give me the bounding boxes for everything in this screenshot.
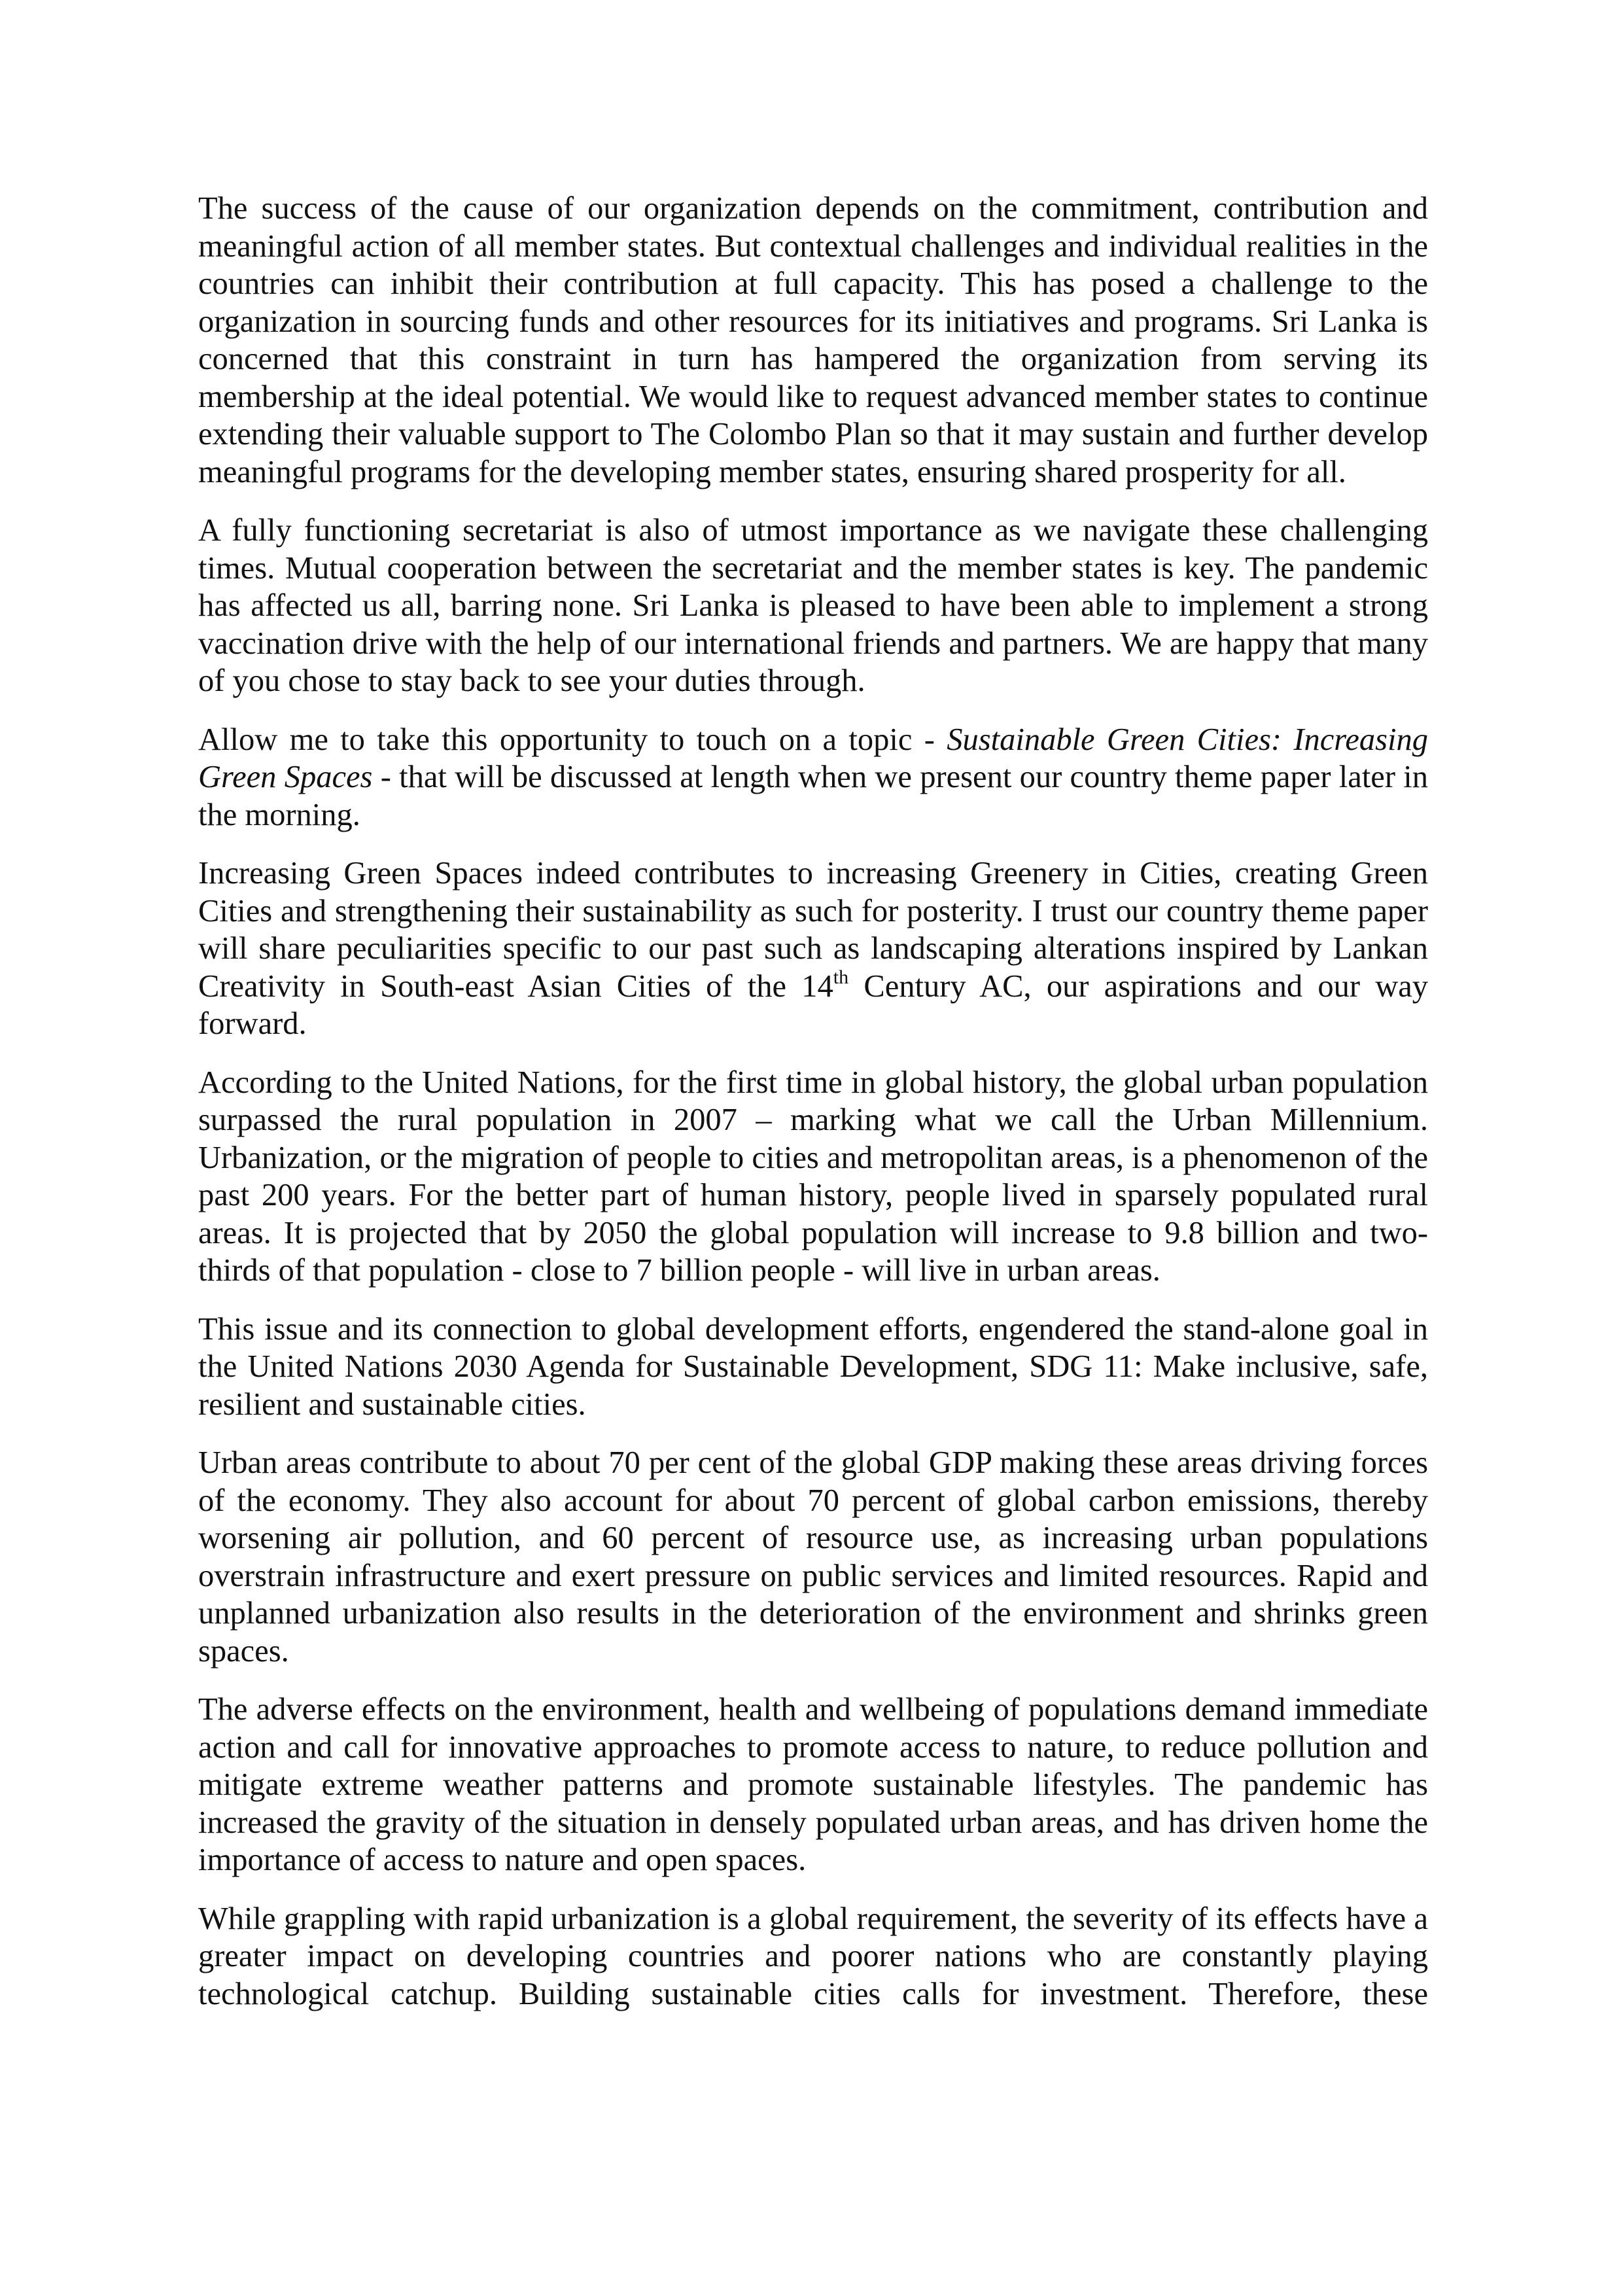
document-page — [198, 190, 1428, 2034]
paragraph-urban-economy: Urban areas contribute to about 70 per cent of the global GDP making these areas driving forces of the economy. They also account for about 70 percent of global carbon emissions, thereby worsening air pollution, and 60 percent of resource use, as increasing urban populations overstrain infrastructure and exert pressure on public services and limited resources. Rapid and unplanned urbanization also results in the deterioration of the environment and shrinks green spaces. — [198, 1445, 1428, 1669]
topic-intro-text: Allow me to take this opportunity to touch on a topic - — [198, 722, 947, 757]
green-spaces-text: Increasing Green Spaces indeed contributes to increasing Greenery in Cities, creating Green Cities and strengthening their sustainability as such for posterity. I trust our country theme paper will share peculiarities specific to our past such as landscaping alterations inspired by Lankan Creativity in South-east Asian Cities of the 14 — [198, 856, 1428, 1004]
paragraph-urban-population: According to the United Nations, for the first time in global history, the global urban population surpassed the rural population in 2007 – marking what we call the Urban Millennium. Urbanization, or the migration of people to cities and metropolitan areas, is a phenomenon of the past 200 years. For the better part of human history, people lived in sparsely populated rural areas. It is projected that by 2050 the global population will increase to 9.8 billion and two-thirds of that population - close to 7 billion people - will live in urban areas. — [198, 1065, 1428, 1288]
paragraph-sdg11: This issue and its connection to global development efforts, engendered the stand-alone goal in the United Nations 2030 Agenda for Sustainable Development, SDG 11: Make inclusive, safe, resilient and sustainable cities. — [198, 1311, 1428, 1422]
paragraph-developing-countries: While grappling with rapid urbanization is a global requirement, the severity of its effects have a greater impact on developing countries and poorer nations who are constantly playing technological catchup. Building sustainable cities calls for investment. Therefore, these — [198, 1901, 1428, 2011]
paragraph-secretariat: A fully functioning secretariat is also of utmost importance as we navigate these challenging times. Mutual cooperation between the secretariat and the member states is key. The pandemic has affected us all, barring none. Sri Lanka is pleased to have been able to implement a strong vaccination drive with the help of our international friends and partners. We are happy that many of you chose to stay back to see your duties through. — [198, 513, 1428, 698]
green-spaces-continuation: Century AC, our aspirations and our way forward. — [198, 968, 1428, 1041]
paragraph-organization-success: The success of the cause of our organization depends on the commitment, contribution and meaningful action of all member states. But contextual challenges and individual realities in the countries can inhibit their contribution at full capacity. This has posed a challenge to the organization in sourcing funds and other resources for its initiatives and programs. Sri Lanka is concerned that this constraint in turn has hampered the organization from serving its membership at the ideal potential. We would like to request advanced member states to continue extending their valuable support to The Colombo Plan so that it may sustain and further develop meaningful programs for the developing member states, ensuring shared prosperity for all. — [198, 191, 1428, 489]
paragraph-green-spaces — [198, 855, 1428, 1043]
topic-intro-continuation: - that will be discussed at length when we present our country theme paper later in the morning. — [198, 760, 1428, 832]
topic-title-italic: Sustainable Green Cities: Increasing Green Spaces — [198, 722, 1428, 794]
ordinal-superscript: th — [833, 966, 849, 988]
paragraph-topic-intro — [198, 721, 1428, 834]
paragraph-adverse-effects: The adverse effects on the environment, health and wellbeing of populations demand immediate action and call for innovative approaches to promote access to nature, to reduce pollution and mitigate extreme weather patterns and promote sustainable lifestyles. The pandemic has increased the gravity of the situation in densely populated urban areas, and has driven home the importance of access to nature and open spaces. — [198, 1692, 1428, 1877]
